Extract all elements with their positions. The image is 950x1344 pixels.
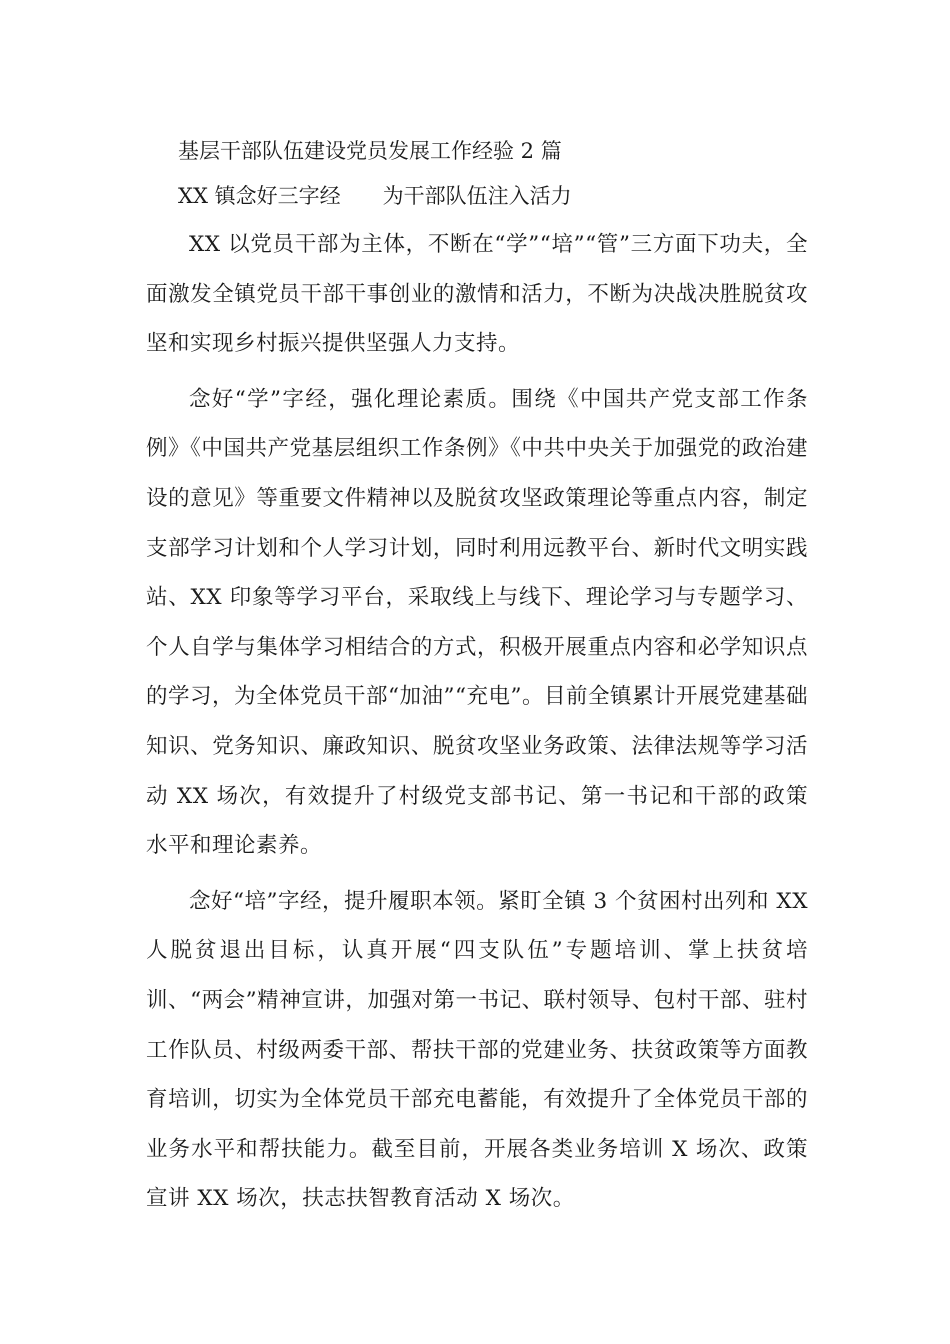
paragraph-intro: XX 以党员干部为主体，不断在“学”“培”“管”三方面下功夫，全面激发全镇党员干部干事创业的激情和活力，不断为决战决胜脱贫攻坚和实现乡村振兴提供坚强人力支持。 bbox=[146, 232, 808, 357]
document-body bbox=[146, 128, 808, 1224]
paragraph-study: 念好“学”字经，强化理论素质。围绕《中国共产党支部工作条例》《中国共产党基层组织工作条例》《中共中央关于加强党的政治建设的意见》等重要文件精神以及脱贫攻坚政策理论等重点内容，制定支部学习计划和个人学习计划，同时利用远教平台、新时代文明实践站、XX 印象等学习平台，采取线上与线下、理论学习与专题学习、个人自学与集体学习相结合的方式，积极开展重点内容和必学知识点的学习，为全体党员干部“加油”“充电”。目前全镇累计开展党建基础知识、党务知识、廉政知识、脱贫攻坚业务政策、法律法规等学习活动 XX 场次，有效提升了村级党支部书记、第一书记和干部的政策水平和理论素养。 bbox=[146, 386, 808, 859]
document-subtitle: XX 镇念好三字经 为干部队伍注入活力 bbox=[178, 184, 572, 208]
paragraph-training: 念好“培”字经，提升履职本领。紧盯全镇 3 个贫困村出列和 XX 人脱贫退出目标，认真开展“四支队伍”专题培训、掌上扶贫培训、“两会”精神宣讲，加强对第一书记、联村领导、包村干部、驻村工作队员、村级两委干部、帮扶干部的党建业务、扶贫政策等方面教育培训，切实为全体党员干部充电蓄能，有效提升了全体党员干部的业务水平和帮扶能力。截至目前，开展各类业务培训 X 场次、政策宣讲 XX 场次，扶志扶智教育活动 X 场次。 bbox=[146, 888, 808, 1212]
document-title: 基层干部队伍建设党员发展工作经验 2 篇 bbox=[178, 139, 562, 163]
